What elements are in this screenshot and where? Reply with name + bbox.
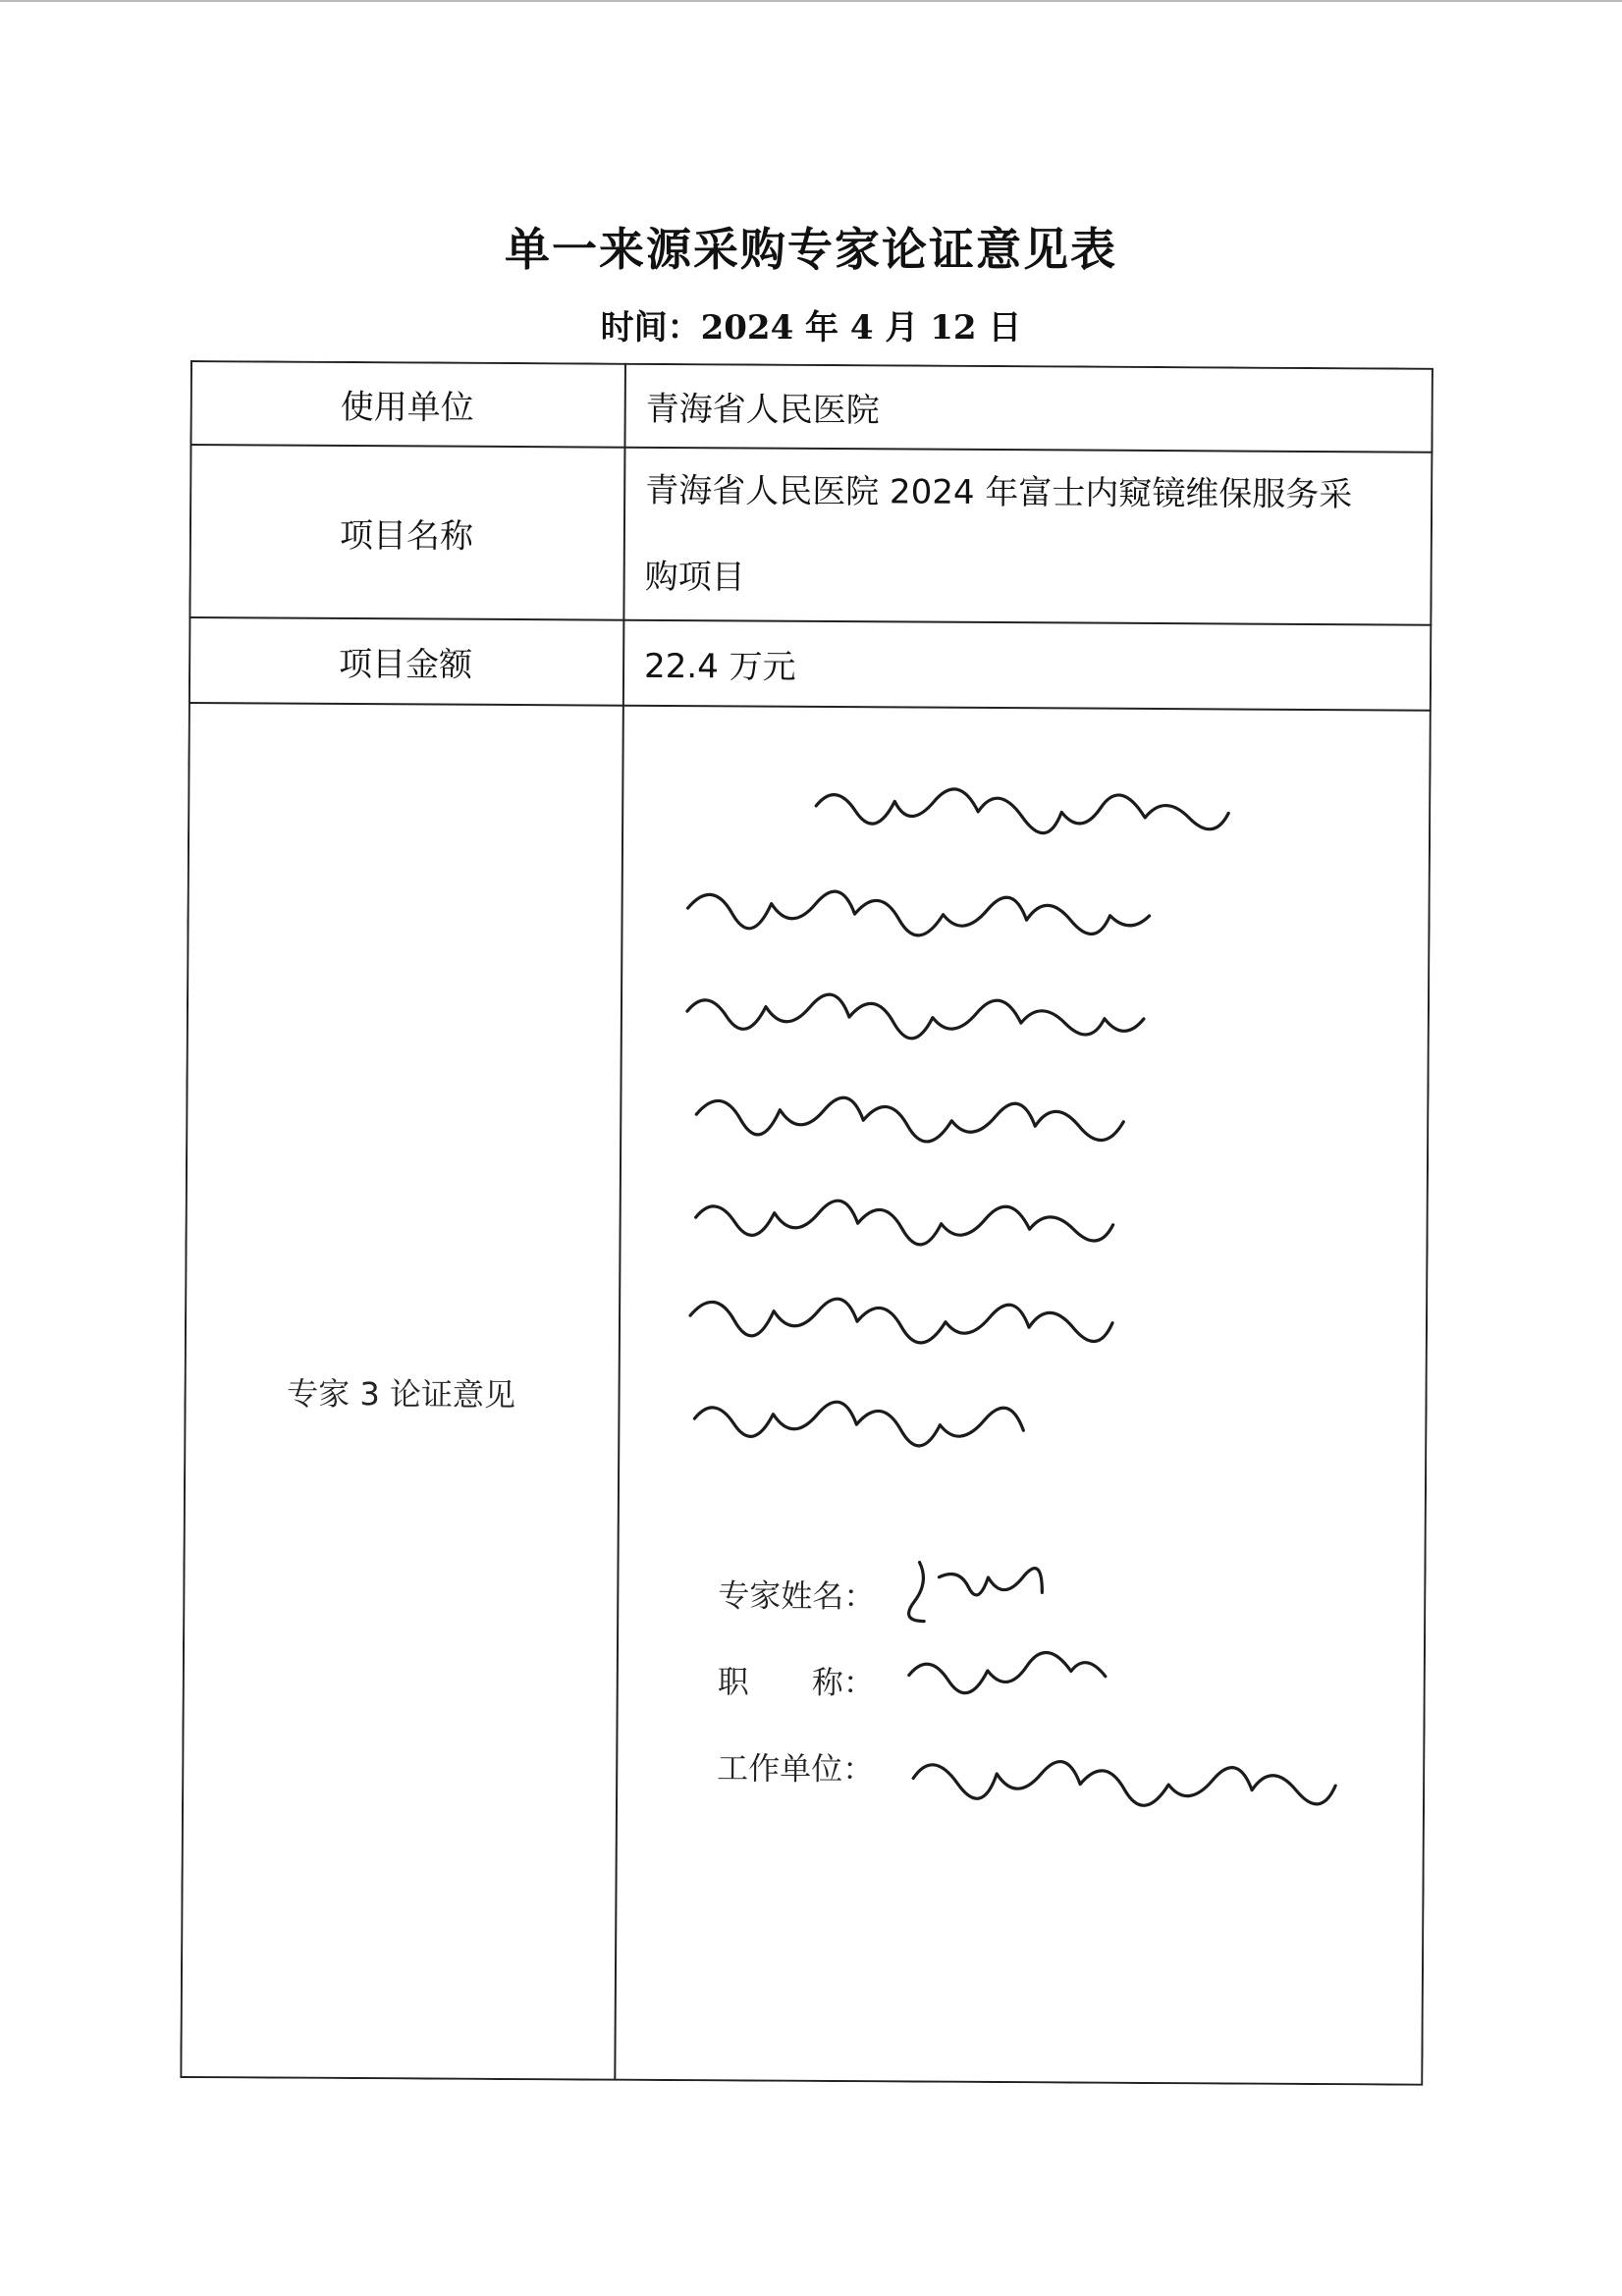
project-name-line-1: 青海省人民医院 2024 年富士内窥镜维保服务采	[645, 470, 1353, 515]
expert-title-label: 职 称：	[717, 1663, 875, 1702]
page-title: 单一来源采购专家论证意见表	[505, 223, 1117, 276]
document-date: 时间：2024 年 4 月 12 日	[600, 308, 1022, 347]
label-project-amount: 项目金额	[338, 644, 473, 685]
project-name-line-2: 购项目	[644, 557, 745, 598]
expert-unit-label: 工作单位：	[717, 1749, 875, 1789]
label-expert-opinion: 专家 3 论证意见	[287, 1374, 516, 1414]
expert-name-label: 专家姓名：	[718, 1576, 876, 1616]
label-project-name: 项目名称	[339, 515, 474, 557]
label-user-unit: 使用单位	[340, 387, 474, 428]
opinion-form	[180, 360, 1433, 2086]
value-project-amount: 22.4 万元	[643, 646, 796, 687]
value-user-unit: 青海省人民医院	[645, 389, 880, 430]
value-project-name	[632, 448, 1419, 625]
